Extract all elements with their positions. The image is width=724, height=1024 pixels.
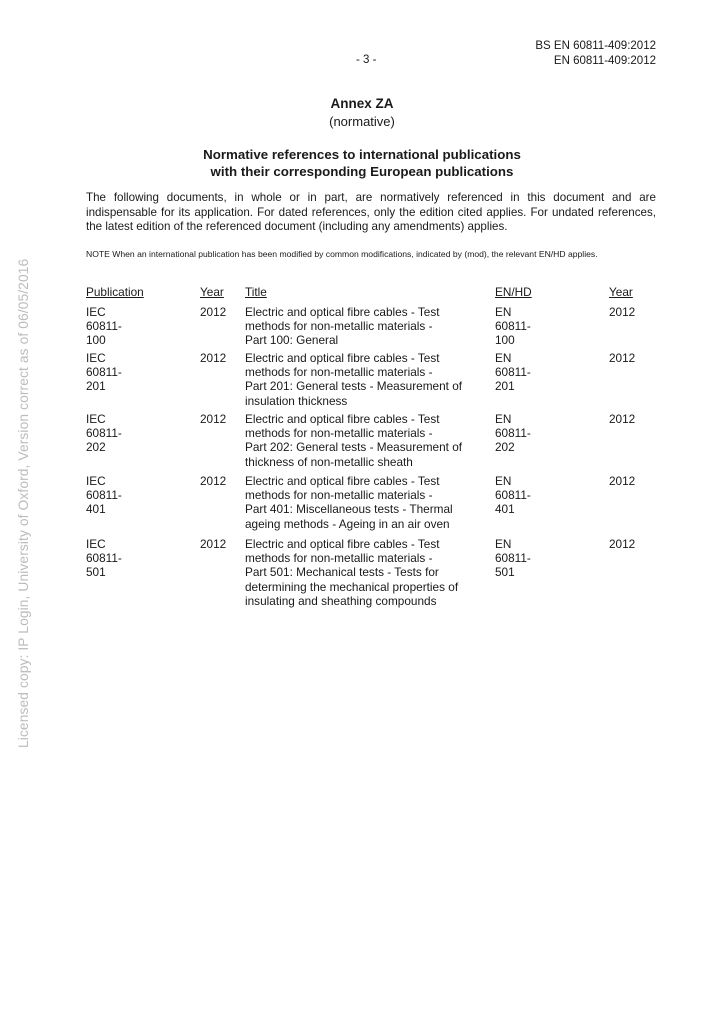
annex-title: Annex ZA (330, 96, 394, 111)
row-3-en-hd: EN 60811-202 (495, 412, 531, 455)
title-line: insulation thickness (245, 393, 348, 408)
title-line: Part 100: General (245, 333, 339, 348)
column-header-publication: Publication (86, 285, 144, 299)
title-line: Part 401: Miscellaneous tests - Thermal (245, 502, 453, 517)
column-header-title: Title (245, 285, 267, 299)
page-number: - 3 - (356, 54, 377, 66)
title-line: Electric and optical fibre cables - Test (245, 412, 440, 426)
row-3-year-2: 2012 (609, 412, 636, 426)
row-2-publication: IEC 60811-201 (86, 351, 122, 394)
annex-subtitle: (normative) (329, 114, 395, 129)
title-line: thickness of non-metallic sheath (245, 454, 413, 469)
note-paragraph: NOTE When an international publication has been modified by common modifications, indicated by (mod), the relevant EN/HD applies. (86, 249, 598, 259)
title-line: determining the mechanical properties of (245, 579, 459, 594)
row-2-year: 2012 (200, 351, 227, 365)
row-4-year-2: 2012 (609, 474, 636, 488)
title-line: Electric and optical fibre cables - Test (245, 537, 440, 551)
row-1-year-2: 2012 (609, 305, 636, 319)
row-4-year: 2012 (200, 474, 227, 488)
row-2-year-2: 2012 (609, 351, 636, 365)
title-line: methods for non-metallic materials - (245, 365, 433, 380)
license-watermark: Licensed copy: IP Login, University of Oxford, Version correct as of 06/05/2016 (16, 258, 31, 748)
intro-paragraph: The following documents, in whole or in part, are normatively referenced in this document and are indispensable for its application. For dated references, only the edition cited applies. For undated references, the latest edition of the referenced document (including any amendments) applies. (86, 191, 656, 233)
row-3-publication: IEC 60811-202 (86, 412, 122, 455)
title-line: Part 501: Mechanical tests - Tests for (245, 565, 439, 580)
title-line: insulating and sheathing compounds (245, 593, 437, 608)
row-5-en-hd: EN 60811-501 (495, 537, 531, 580)
section-title-line: Normative references to international publications (203, 147, 521, 162)
title-line: methods for non-metallic materials - (245, 551, 433, 566)
row-4-en-hd: EN 60811-401 (495, 474, 531, 517)
section-title-line: with their corresponding European publications (210, 164, 514, 179)
standard-number-bs: BS EN 60811-409:2012 (535, 40, 656, 52)
title-line: Electric and optical fibre cables - Test (245, 305, 440, 319)
standard-number-en: EN 60811-409:2012 (553, 55, 656, 67)
title-line: Electric and optical fibre cables - Test (245, 474, 440, 488)
title-line: ageing methods - Ageing in an air oven (245, 516, 450, 531)
row-2-title (245, 351, 475, 408)
row-5-title (245, 537, 475, 608)
row-5-year-2: 2012 (609, 537, 636, 551)
row-1-title (245, 305, 475, 348)
row-5-publication: IEC 60811-501 (86, 537, 122, 580)
title-line: methods for non-metallic materials - (245, 488, 433, 503)
title-line: methods for non-metallic materials - (245, 426, 433, 441)
title-line: methods for non-metallic materials - (245, 319, 433, 334)
row-3-year: 2012 (200, 412, 227, 426)
title-line: Electric and optical fibre cables - Test (245, 351, 440, 365)
column-header-year: Year (200, 285, 224, 299)
row-2-en-hd: EN 60811-201 (495, 351, 531, 394)
row-3-title (245, 412, 475, 469)
column-header-en-hd: EN/HD (495, 285, 532, 299)
row-4-title (245, 474, 475, 531)
section-title (0, 146, 724, 180)
row-1-year: 2012 (200, 305, 227, 319)
row-1-publication: IEC 60811-100 (86, 305, 122, 348)
title-line: Part 202: General tests - Measurement of (245, 440, 463, 455)
row-5-year: 2012 (200, 537, 227, 551)
column-header-year-2: Year (609, 285, 633, 299)
row-1-en-hd: EN 60811-100 (495, 305, 531, 348)
standard-header (535, 39, 656, 69)
row-4-publication: IEC 60811-401 (86, 474, 122, 517)
title-line: Part 201: General tests - Measurement of (245, 379, 463, 394)
